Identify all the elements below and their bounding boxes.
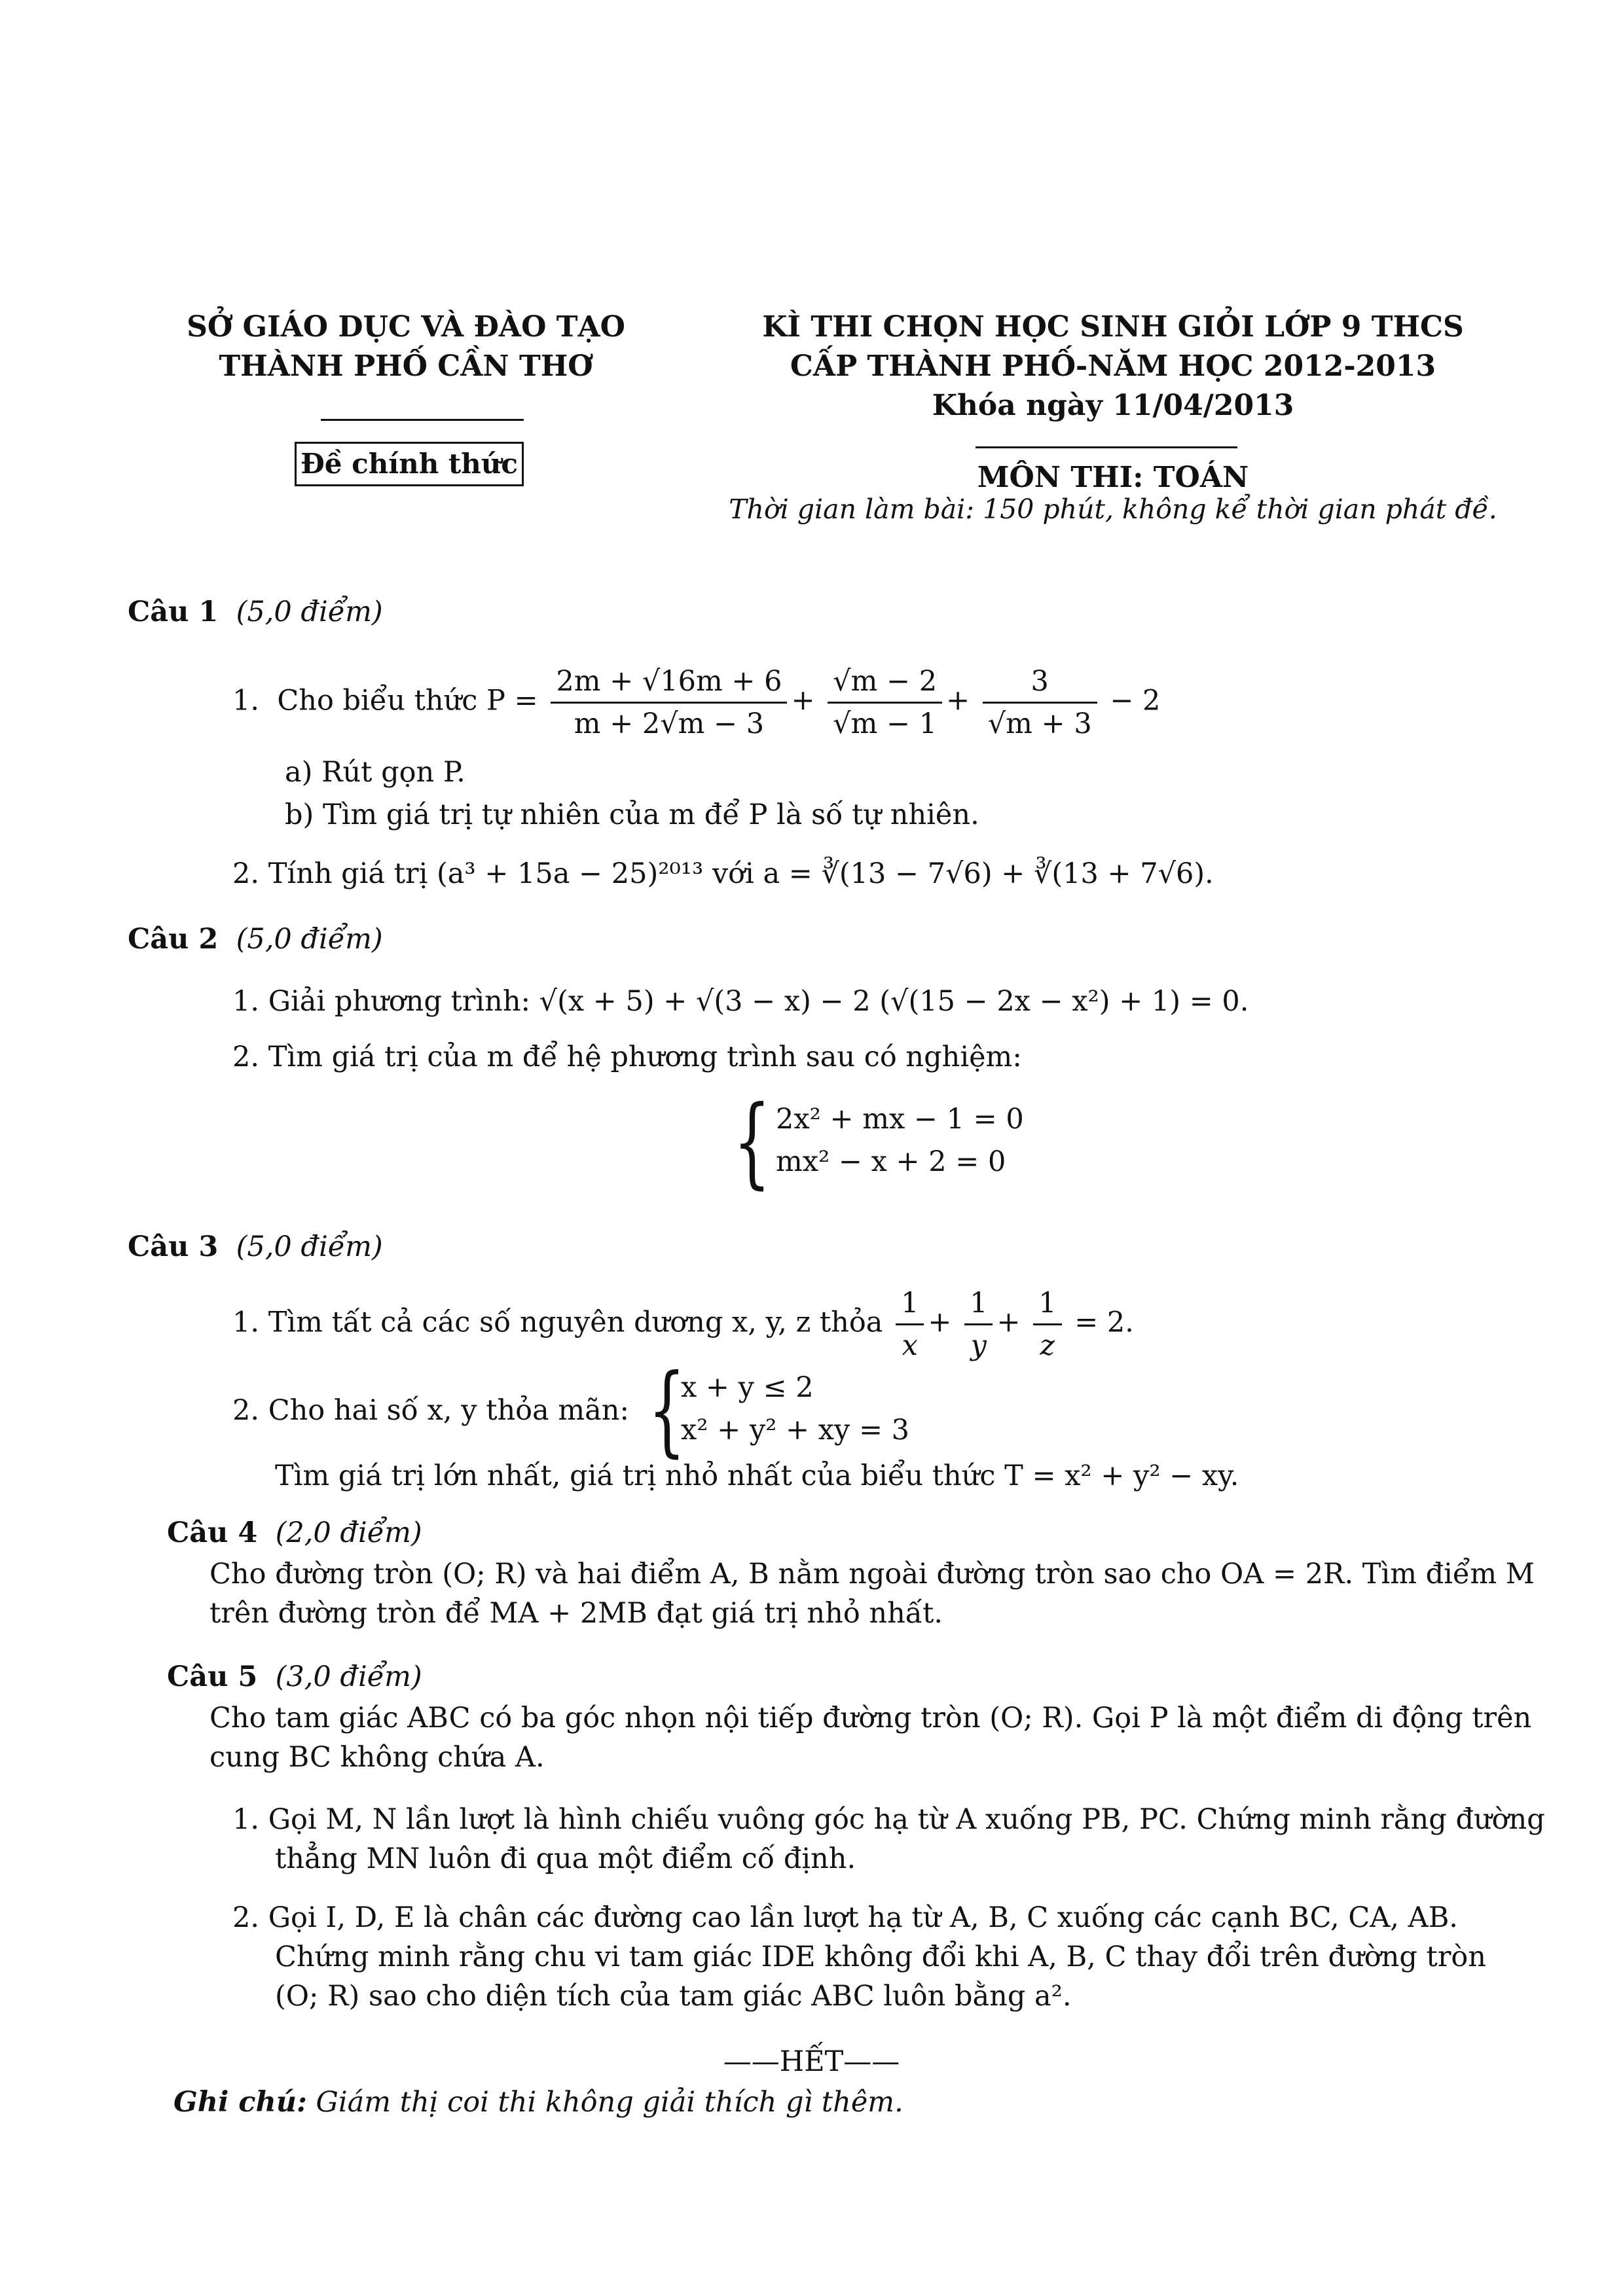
q3-fraction-y-denominator: y (970, 1329, 987, 1362)
q5-heading (167, 1657, 422, 1696)
q4-title: Câu 4 (167, 1516, 258, 1549)
exam-date: Khóa ngày 11/04/2013 (932, 389, 1294, 422)
q3-item-1-prefix: 1. Tìm tất cả các số nguyên dương x, y, z thỏa (232, 1306, 883, 1339)
q5-item-1-line-1: 1. Gọi M, N lần lượt là hình chiếu vuông góc hạ từ A xuống PB, PC. Chứng minh rằng đường (232, 1803, 1545, 1836)
q1-fraction-3-denominator: √m + 3 (987, 708, 1092, 740)
exam-title (707, 308, 1519, 425)
exam-title-line-2: CẤP THÀNH PHỐ-NĂM HỌC 2012-2013 (790, 350, 1436, 383)
q1-fraction-2-numerator: √m − 2 (828, 661, 942, 704)
q1-part-a: a) Rút gọn P. (285, 756, 465, 789)
q3-title: Câu 3 (128, 1230, 219, 1263)
q3-system-eq-2: x² + y² + xy = 3 (681, 1414, 910, 1446)
q3-item-1: 1. Tìm tất cả các số nguyên dương x, y, z thỏa $\frac{1}{x}$ + $\frac{1}{y}$ + $\frac{1}{z}$ = 2. (232, 1283, 1134, 1366)
q1-fraction-3 (983, 661, 1097, 744)
q5-line-1: Cho tam giác ABC có ba góc nhọn nội tiếp đường tròn (O; R). Gọi P là một điểm di động trên (210, 1702, 1532, 1734)
q1-heading (128, 592, 383, 632)
q5-item-1-line-2: thẳng MN luôn đi qua một điểm cố định. (275, 1842, 856, 1875)
footer-note-label: Ghi chú: (173, 2086, 307, 2119)
exam-title-line-1: KÌ THI CHỌN HỌC SINH GIỎI LỚP 9 THCS (762, 310, 1464, 344)
subject: MÔN THI: TOÁN (977, 461, 1249, 494)
q1-item-1-num: 1. (232, 684, 260, 717)
q2-system-eq-1: 2x² + mx − 1 = 0 (776, 1103, 1024, 1136)
q3-heading (128, 1227, 383, 1266)
q2-title: Câu 2 (128, 923, 219, 956)
q3-fraction-x (896, 1283, 924, 1366)
q3-system-eq-1: x + y ≤ 2 (681, 1371, 814, 1404)
q3-item-2-prefix: 2. Cho hai số x, y thỏa mãn: (232, 1394, 629, 1427)
q5-item-2-line-2: Chứng minh rằng chu vi tam giác IDE không đổi khi A, B, C thay đổi trên đường tròn (275, 1941, 1486, 1973)
q1-points: (5,0 điểm) (236, 596, 383, 628)
q5-line-2: cung BC không chứa A. (210, 1741, 545, 1774)
q2-heading (128, 920, 383, 959)
q2-item-1: 1. Giải phương trình: √(x + 5) + √(3 − x) − 2 (√(15 − 2x − x²) + 1) = 0. (232, 985, 1249, 1018)
agency-name (157, 308, 655, 386)
q3-points: (5,0 điểm) (236, 1230, 383, 1263)
q5-title: Câu 5 (167, 1660, 258, 1693)
agency-line-1: SỞ GIÁO DỤC VÀ ĐÀO TẠO (187, 310, 625, 344)
q5-item-2-line-3: (O; R) sao cho diện tích của tam giác ABC luôn bằng a². (275, 1980, 1072, 2013)
q1-part-b: b) Tìm giá trị tự nhiên của m để P là số tự nhiên. (285, 798, 979, 831)
q5-item-2-line-1: 2. Gọi I, D, E là chân các đường cao lần lượt hạ từ A, B, C xuống các cạnh BC, CA, AB. (232, 1901, 1458, 1934)
end-marker: ——HẾT—— (723, 2045, 900, 2078)
q4-points: (2,0 điểm) (275, 1516, 422, 1549)
q1-fraction-1-numerator: 2m + √16m + 6 (551, 661, 787, 704)
q3-fraction-z (1033, 1283, 1061, 1366)
q2-points: (5,0 điểm) (236, 923, 383, 956)
q1-title: Câu 1 (128, 596, 219, 628)
q1-fraction-3-numerator: 3 (983, 661, 1097, 704)
q1-item-1-tail: − 2 (1110, 684, 1161, 717)
official-badge: Đề chính thức (295, 442, 524, 486)
q3-fraction-x-numerator: 1 (896, 1283, 924, 1325)
q1-fraction-2-denominator: √m − 1 (833, 708, 938, 740)
q3-fraction-z-numerator: 1 (1033, 1283, 1061, 1325)
header-divider-left (321, 419, 524, 421)
q1-item-1-prefix: Cho biểu thức P = (277, 684, 538, 717)
q4-line-1: Cho đường tròn (O; R) và hai điểm A, B nằm ngoài đường tròn sao cho OA = 2R. Tìm điểm M (210, 1558, 1535, 1590)
q1-item-2: 2. Tính giá trị (a³ + 15a − 25)²⁰¹³ với a = ∛(13 − 7√6) + ∛(13 + 7√6). (232, 857, 1214, 890)
q3-fraction-y-numerator: 1 (964, 1283, 993, 1325)
q1-fraction-1 (551, 661, 787, 744)
agency-line-2: THÀNH PHỐ CẦN THƠ (219, 350, 593, 383)
q2-system-eq-2: mx² − x + 2 = 0 (776, 1145, 1006, 1178)
footer-note (173, 2083, 903, 2122)
q3-fraction-z-denominator: z (1040, 1329, 1055, 1362)
footer-note-text: Giám thị coi thi không giải thích gì thêm. (316, 2086, 903, 2119)
q3-fraction-y (964, 1283, 993, 1366)
q3-item-1-tail: = 2. (1074, 1306, 1134, 1339)
q1-fraction-1-denominator: m + 2√m − 3 (574, 708, 765, 740)
header-divider-right (976, 446, 1237, 448)
q1-item-1: 1. Cho biểu thức P = $\frac{2m + √16m + 6}{m + 2√m - 3}$ + $\frac{√m - 2}{√m - 1}$ + $\frac{3}{√m + 3}$ − 2 (232, 661, 1160, 744)
q3-system-brace: { (648, 1354, 686, 1467)
q5-points: (3,0 điểm) (275, 1660, 422, 1693)
q1-fraction-2 (828, 661, 942, 744)
q3-item-2-line-2: Tìm giá trị lớn nhất, giá trị nhỏ nhất của biểu thức T = x² + y² − xy. (275, 1460, 1239, 1492)
q3-fraction-x-denominator: x (902, 1329, 918, 1362)
q2-item-2: 2. Tìm giá trị của m để hệ phương trình sau có nghiệm: (232, 1041, 1022, 1073)
q4-heading (167, 1513, 422, 1552)
q2-system-brace: { (733, 1085, 771, 1199)
q4-line-2: trên đường tròn để MA + 2MB đạt giá trị nhỏ nhất. (210, 1597, 943, 1630)
time-note: Thời gian làm bài: 150 phút, không kể thời gian phát đề. (729, 493, 1497, 525)
